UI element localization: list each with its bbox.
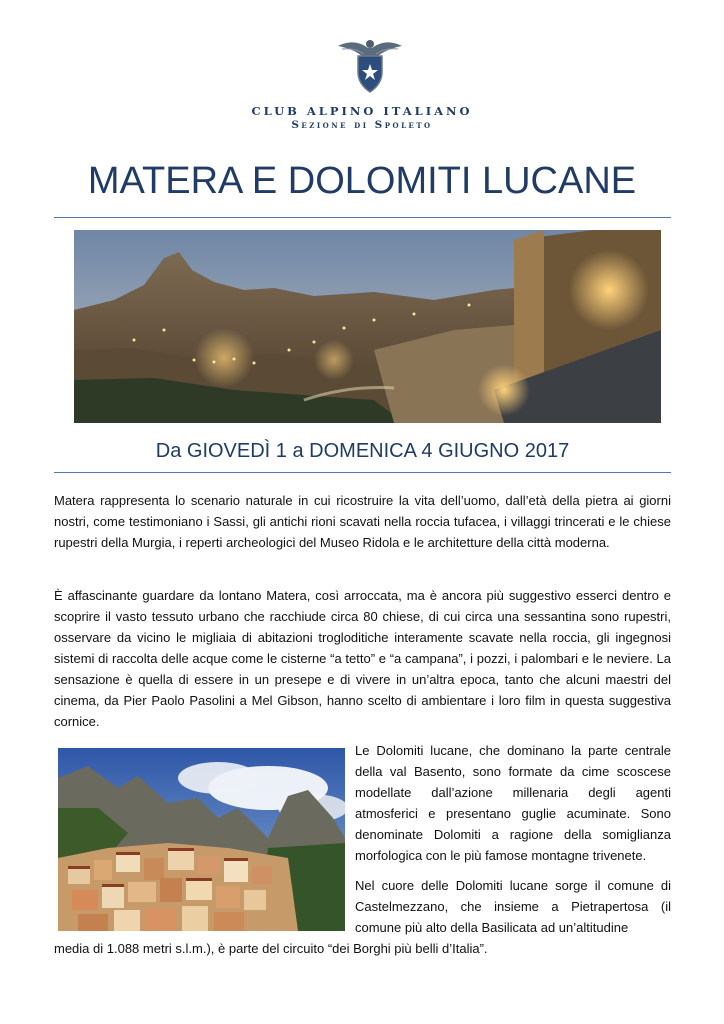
org-section: Sezione di Spoleto — [291, 119, 433, 131]
paragraph-castelmezzano-end: media di 1.088 metri s.l.m.), è parte del circuito “dei Borghi più belli d’Italia”. — [54, 941, 488, 956]
paragraph-matera-description: È affascinante guardare da lontano Matera, così arroccata, ma è ancora più suggestivo esserci dentro e scoprire il vasto tessuto urbano che racchiude circa 80 chiese, di cui circa una sessantina sono rupestri, osservare da vicino le migliaia di abitazioni trogloditiche interamente scavate nella roccia, gli ingegnosi sistemi di raccolta delle acque come le cisterne “a tetto” e “a campana”, i pozzi, i palombari e le neviere. La sensazione è quella di essere in un presepe e di vivere in un’altra epoca, tanto che alcuni maestri del cinema, da Pier Paolo Pasolini a Mel Gibson, hanno scelto di ambientare i loro film in questa suggestiva cornice. — [54, 588, 671, 729]
paragraph-castelmezzano: Nel cuore delle Dolomiti lucane sorge il comune di Castelmezzano, che insieme a Pietrapertosa (il comune più alto della Basilicata ad un’altitudine — [355, 878, 671, 935]
cai-eagle-logo — [336, 36, 404, 96]
org-name: CLUB ALPINO ITALIANO — [251, 104, 473, 118]
matera-night-photo — [74, 230, 661, 423]
castelmezzano-photo — [58, 748, 345, 931]
paragraph-matera-intro: Matera rappresenta lo scenario naturale in cui ricostruire la vita dell’uomo, dall’età della pietra ai giorni nostri, come testimoniano i Sassi, gli antichi rioni scavati nella roccia tufacea, i villaggi trincerati e le chiese rupestri della Murgia, i reperti archeologici del Museo Ridola e le architetture della città moderna. — [54, 493, 671, 550]
dates-divider — [54, 472, 671, 473]
paragraph-dolomiti-lucane: Le Dolomiti lucane, che dominano la parte centrale della val Basento, sono formate da cime scoscese modellate dall’azione millenaria degli agenti atmosferici e presentano guglie acuminate. Sono denominate Dolomiti a ragione della somiglianza morfologica con le più famose montagne trivenete. — [355, 743, 671, 863]
page-title: MATERA E DOLOMITI LUCANE — [87, 160, 637, 202]
event-dates: Da GIOVEDÌ 1 a DOMENICA 4 GIUGNO 2017 — [155, 440, 570, 462]
title-divider — [54, 217, 671, 218]
